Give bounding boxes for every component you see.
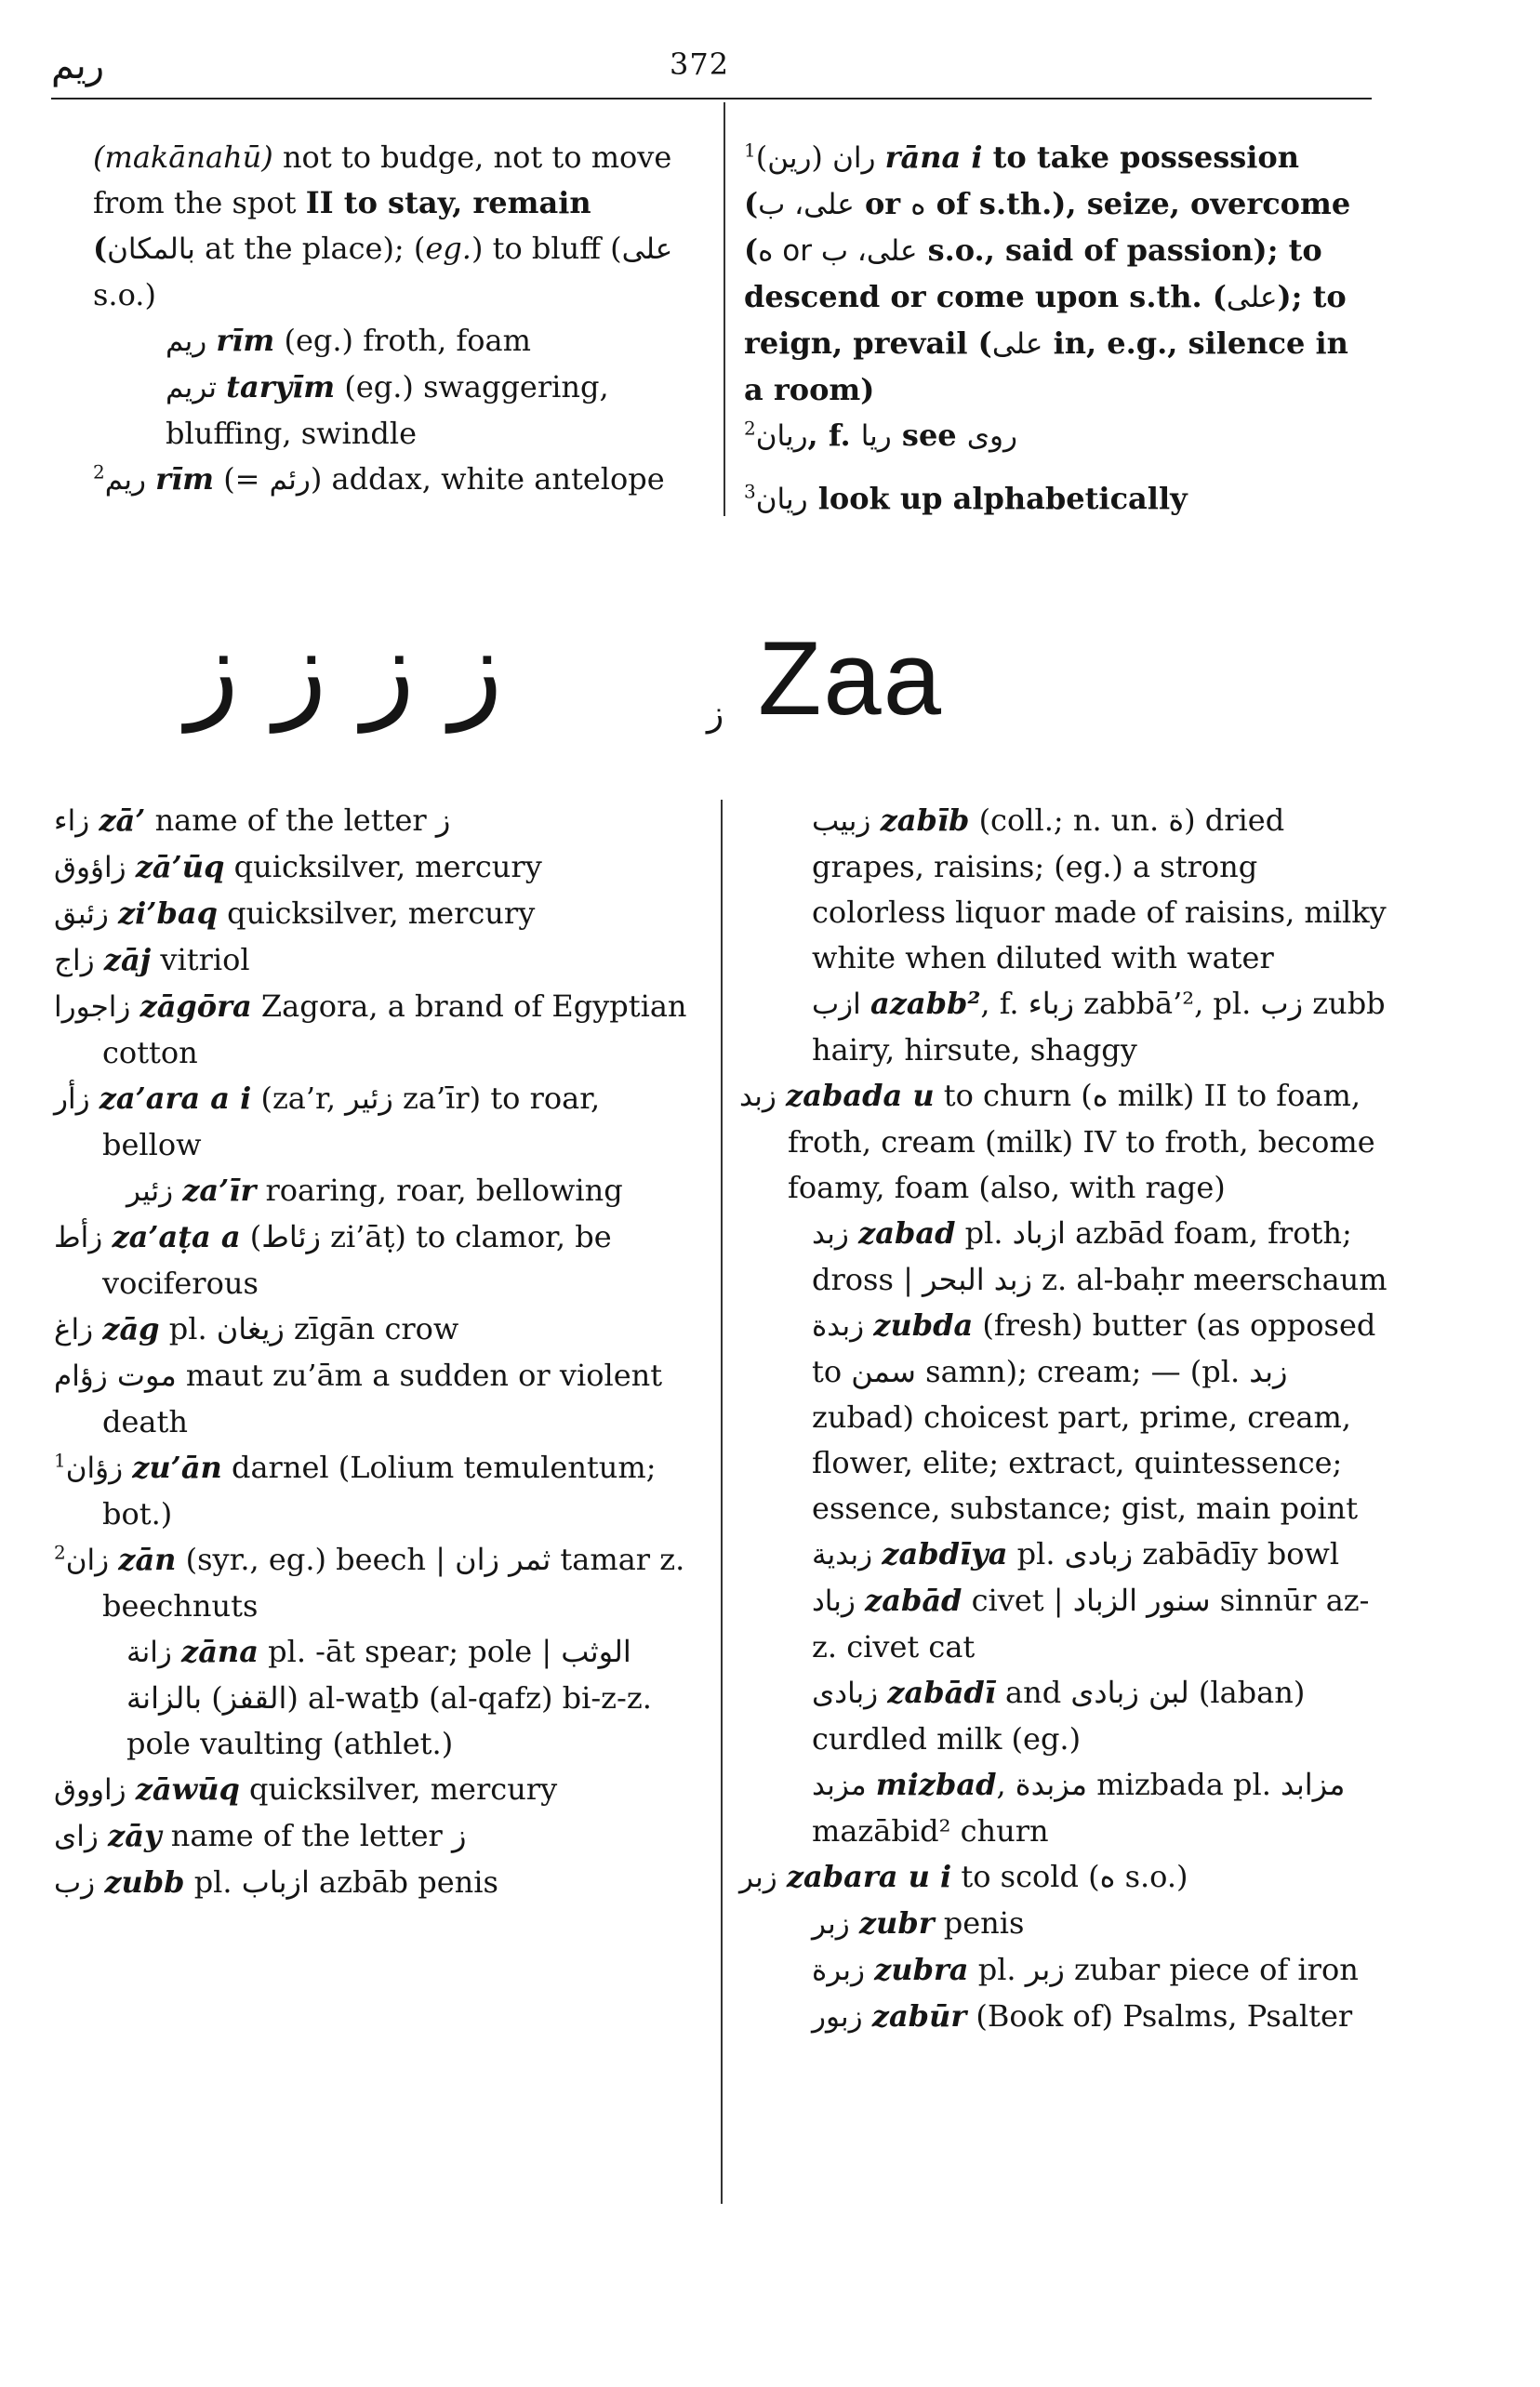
definition: quicksilver, mercury [217,895,536,931]
arabic-headword: زب [54,1866,96,1900]
transliteration: zabādī [887,1675,996,1710]
arabic-headword: مزبد [812,1769,867,1802]
transliteration: zāj [103,942,152,977]
definition: pl. ازباب azbāb penis [184,1864,498,1900]
dictionary-entry [54,1306,705,1353]
running-headword: ريم [51,45,105,87]
arabic-headword: زانة [126,1636,172,1669]
definition: quicksilver, mercury [239,1771,558,1807]
arabic-headword: زؤام [54,1359,108,1393]
transliteration: zā’ [99,802,146,838]
definition: (fresh) butter (as opposed to سمن samn); cream; — (pl. زبد zubad) choicest part, prime, cream, flower, elite; extract, quintessence; essence, substance; gist, main point [812,1307,1376,1526]
main-left-column [54,798,705,1906]
transliteration: zu’ān [132,1450,222,1485]
definition: name of the letter ز [161,1818,467,1853]
transliteration: zubb [104,1864,185,1900]
arabic-headword: ازب [812,988,861,1021]
entry-rim: ريم rīm (eg.) froth, foam [166,323,531,358]
letter-section [0,604,1540,753]
transliteration: zi’baq [117,895,218,931]
transliteration: zabīb [880,802,970,838]
arabic-headword: زاجورا [54,990,131,1024]
transliteration: zabara u i [786,1859,952,1894]
dictionary-entry [54,1629,705,1767]
dictionary-entry [739,981,1390,1073]
homonym-number: 2 [54,1541,66,1564]
arabic-headword: زاى [54,1820,99,1853]
letter-isolated: ز [707,693,724,734]
definition: roaring, roar, bellowing [256,1173,623,1208]
arabic-headword: زأر [54,1082,90,1116]
definition: vitriol [151,942,250,977]
dictionary-entry [54,1214,705,1306]
transliteration: zāg [102,1311,160,1346]
dictionary-entry [739,1901,1390,1947]
definition: pl. زبادى zabādīy bowl [1007,1536,1340,1571]
dictionary-entry [54,891,705,937]
main-right-column [739,798,1390,2040]
letter-forms: ز ز ز ز [186,604,503,733]
transliteration: zā’ūq [135,849,225,884]
entry-rayyan-3: $^3$ريان look up alphabetically [744,480,1188,516]
transliteration: zāgōra [139,988,252,1024]
dictionary-entry [739,1762,1390,1854]
arabic-headword: زبر [812,1907,850,1941]
definition: civet | سنور الزباد sinnūr az-z. civet cat [812,1583,1370,1664]
arabic-headword: زاووق [54,1773,126,1807]
transliteration: zabada u [786,1078,935,1113]
arabic-headword: زاج [54,944,95,977]
top-right-column [744,135,1376,523]
arabic-headword: زاغ [54,1313,94,1346]
transliteration: zubra [874,1952,969,1987]
arabic-headword: زبادى [812,1677,879,1710]
transliteration: mizbad [875,1767,997,1802]
arabic-headword: زأط [54,1221,103,1254]
definition: and لبن زبادى (laban) curdled milk (eg.) [812,1675,1306,1757]
dictionary-entry [739,1947,1390,1994]
definition: (syr., eg.) beech | ثمر زان tamar z. beechnuts [102,1542,685,1624]
transliteration: zāwūq [135,1771,240,1807]
dictionary-entry [54,1860,705,1906]
definition: pl. زيغان zīgān crow [159,1311,459,1346]
transliteration: zāna [181,1634,259,1669]
page-number: 372 [670,46,730,82]
arabic-headword: زبيب [812,804,871,838]
transliteration: zubda [873,1307,974,1343]
dictionary-entry [54,1445,705,1537]
dictionary-entry [739,1073,1390,1211]
transliteration: azabb² [870,986,981,1021]
homonym-number: 1 [54,1449,66,1472]
arabic-headword: زبدة [812,1309,865,1343]
definition: Zagora, a brand of Egyptian cotton [102,988,687,1070]
transliteration: zabad [858,1215,956,1251]
dictionary-entry [54,1813,705,1860]
definition: penis [934,1905,1025,1941]
dictionary-entry [54,1537,705,1629]
dictionary-entry [739,1303,1390,1532]
definition: pl. زبر zubar piece of iron [968,1952,1359,1987]
dictionary-entry [54,1076,705,1168]
arabic-headword: زبرة [812,1954,865,1987]
dictionary-entry [54,844,705,891]
dictionary-entry [739,798,1390,981]
definition: , f. زباء zabbā’², pl. زب zubb hairy, hirsute, shaggy [812,986,1386,1068]
dictionary-entry [54,1168,705,1214]
definition: name of the letter ز [145,802,451,838]
arabic-headword: زبور [812,2000,863,2034]
definition: quicksilver, mercury [224,849,542,884]
dictionary-entry [54,937,705,984]
arabic-headword: زاؤوق [54,851,126,884]
definition: darnel (Lolium temulentum; bot.) [102,1450,657,1532]
entry-rayyan: $^2$ريان, f. ريا see روى [744,417,1018,453]
definition: pl. -āt spear; pole | الوثب (القفز) بالزانة al-waṯb (al-qafz) bi-z-z. pole vaulting (athlet.) [126,1634,652,1761]
transliteration: zāy [108,1818,162,1853]
definition: pl. ازباد azbād foam, froth; dross | زبد البحر z. al-baḥr meerschaum [812,1215,1387,1297]
definition: (coll.; n. un. ة) dried grapes, raisins; (eg.) a strong colorless liquor made of raisins, milky white when diluted with water [812,802,1387,975]
arabic-headword: زبد [812,1217,849,1251]
transliteration: zabād [865,1583,962,1618]
definition: , مزبدة mizbada pl. مزابد mazābid² churn [812,1767,1346,1849]
definition: (زئاط zi’āṭ) to clamor, be vociferous [102,1219,612,1301]
definition: موت maut zu’ām a sudden or violent death [102,1358,663,1439]
dictionary-entry [54,984,705,1076]
transliteration: zubr [858,1905,935,1941]
transliteration: za’īr [182,1173,257,1208]
dictionary-entry [54,798,705,844]
dictionary-entry [739,1670,1390,1762]
letter-name: Zaa [758,620,943,736]
entry-rim-2: $^2$ريم rīm (= رئم) addax, white antelope [93,460,665,497]
header-rule [51,98,1372,99]
arabic-headword: زؤان [65,1452,124,1485]
dictionary-entry [739,1994,1390,2040]
dictionary-entry [54,1767,705,1813]
dictionary-entry [739,1532,1390,1578]
definition: (za’r, زئير za’īr) to roar, bellow [102,1081,601,1162]
arabic-headword: زبدية [812,1538,873,1571]
arabic-headword: زبد [739,1080,777,1113]
definition: (Book of) Psalms, Psalter [966,1998,1353,2034]
dictionary-entry [739,1578,1390,1670]
arabic-headword: زئير [126,1174,174,1208]
definition: to scold (ه s.o.) [951,1859,1188,1894]
main-column-divider [721,800,723,2204]
transliteration: zabūr [871,1998,967,2034]
arabic-headword: زئبق [54,897,109,931]
entry-taryim: تريم taryīm (eg.) swaggering, bluffing, swindle [166,369,609,451]
dictionary-entry [54,1353,705,1445]
transliteration: zabdīya [882,1536,1008,1571]
arabic-headword: زاء [54,804,90,838]
dictionary-entry [739,1211,1390,1303]
running-header [0,37,1540,93]
transliteration: zān [118,1542,177,1577]
transliteration: za’ara a i [99,1081,252,1116]
top-left-column [93,135,688,503]
arabic-headword: زبر [739,1861,777,1894]
top-column-divider [724,102,725,516]
arabic-headword: زباد [812,1585,856,1618]
entry-makanahu: (makānahū) not to budge, not to move from the spot II to stay, remain (بالمكان at the place); (eg.) to bluff (على s.o.) [93,139,673,312]
entry-rana: $^1$(رين) ران rāna i to take possession (على، ب or ه of s.th.), seize, overcome (على، ب or ه s.o., said of passion); to descend or come upon s.th. (على); to reign, prevail (على in, e.g., silence in a room) [744,139,1351,407]
arabic-headword: زان [65,1544,110,1577]
dictionary-entry [739,1854,1390,1901]
definition: to churn (ه milk) II to foam, froth, cream (milk) IV to froth, become foamy, foam (also, with rage) [788,1078,1375,1205]
transliteration: za’aṭa a [112,1219,241,1254]
